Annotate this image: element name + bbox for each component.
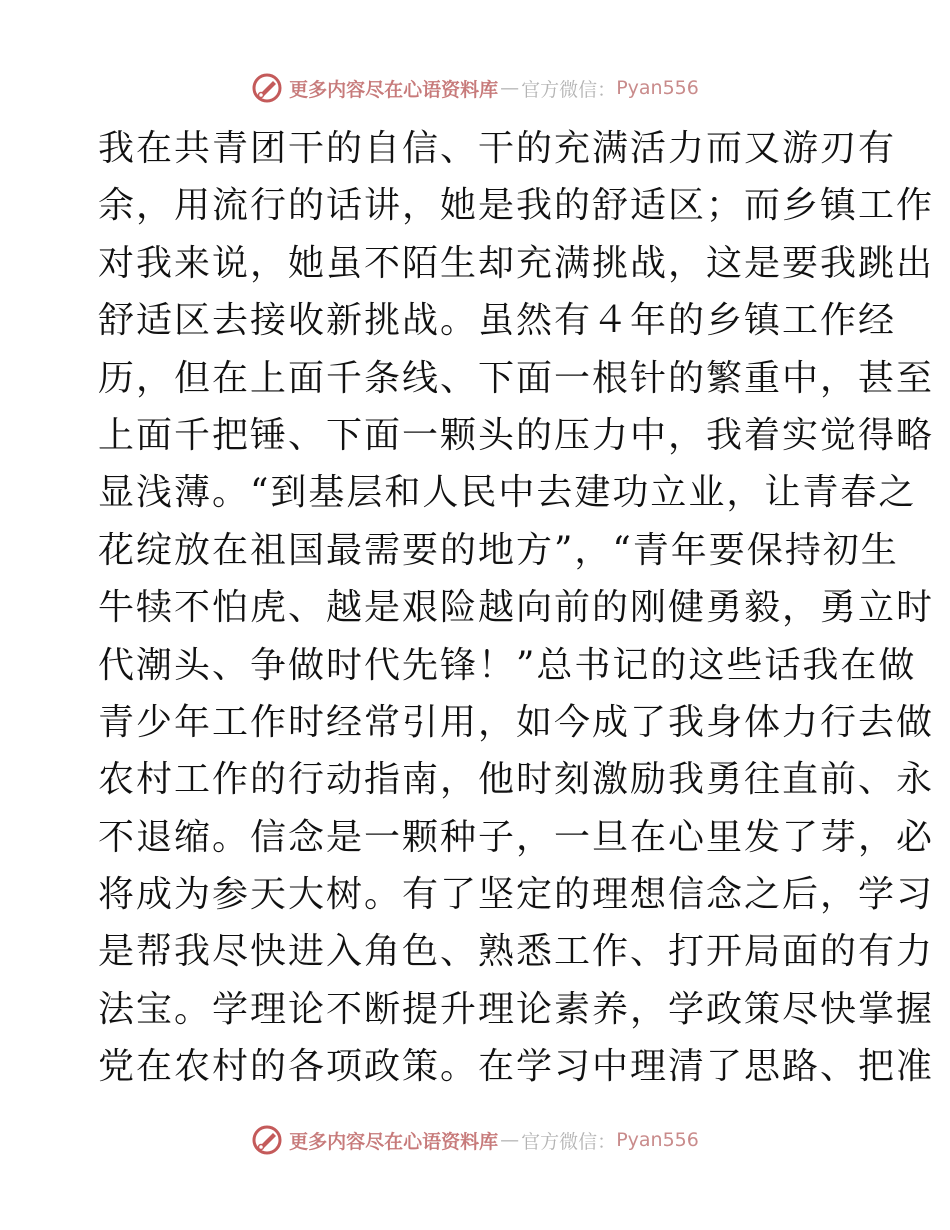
text-line: 不退缩。信念是一颗种子，一旦在心里发了芽，必 [98,816,935,858]
text-line: 代潮头、争做时代先锋！”总书记的这些话我在做 [98,644,917,686]
text-line: 历，但在上面千条线、下面一根针的繁重中，甚至 [98,357,935,399]
text-line: 牛犊不怕虎、越是艰险越向前的刚健勇毅，勇立时 [98,587,935,629]
brand-logo-icon [251,1124,283,1156]
watermark-brand-text: 更多内容尽在心语资料库 [289,1130,499,1153]
watermark-label: 官方微信： [521,1130,617,1153]
text-line: 花绽放在祖国最需要的地方”，“青年要保持初生 [98,529,899,571]
text-line: 上面千把锤、下面一颗头的压力中，我着实觉得略 [98,414,935,456]
watermark-brand-text: 更多内容尽在心语资料库 [289,78,499,101]
text-line: 显浅薄。“到基层和人民中去建功立业，让青春之 [98,472,917,514]
header-watermark [0,68,950,108]
text-line: 余，用流行的话讲，她是我的舒适区；而乡镇工作 [98,185,935,227]
text-line: 是帮我尽快进入角色、熟悉工作、打开局面的有力 [98,931,935,973]
watermark-wechat-id: Pyan556 [616,77,699,99]
brand-logo-icon [251,72,283,104]
text-line: 舒适区去接收新挑战。虽然有４年的乡镇工作经 [98,300,897,342]
document-body [98,120,935,1096]
footer-watermark [0,1120,950,1160]
watermark-separator: — [500,77,520,99]
text-line: 对我来说，她虽不陌生却充满挑战，这是要我跳出 [98,242,935,284]
watermark-wechat-id: Pyan556 [616,1129,699,1151]
text-line: 青少年工作时经常引用，如今成了我身体力行去做 [98,701,935,743]
text-line: 党在农村的各项政策。在学习中理清了思路、把准 [98,1046,935,1088]
text-line: 我在共青团干的自信、干的充满活力而又游刃有 [98,128,897,169]
watermark-separator: — [500,1129,520,1151]
text-line: 农村工作的行动指南，他时刻激励我勇往直前、永 [98,759,935,801]
text-line: 法宝。学理论不断提升理论素养，学政策尽快掌握 [98,988,935,1030]
text-line: 将成为参天大树。有了坚定的理想信念之后，学习 [98,874,935,916]
watermark-label: 官方微信： [521,78,617,101]
